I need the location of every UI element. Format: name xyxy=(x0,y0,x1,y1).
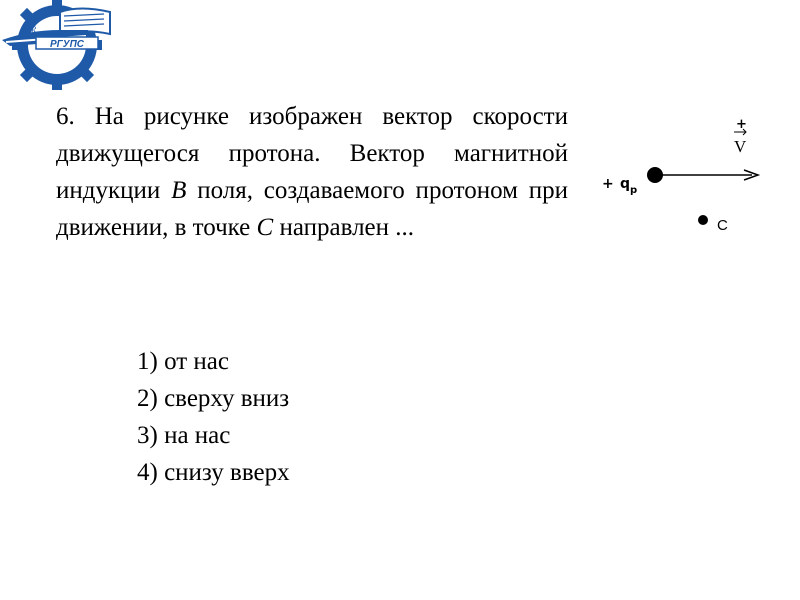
answer-option-4: 4) снизу вверх xyxy=(137,459,290,486)
charge-sign: + xyxy=(602,176,614,192)
proton-dot xyxy=(647,167,663,183)
answer-option-3: 3) на нас xyxy=(137,422,231,449)
answer-option-2: 2) сверху вниз xyxy=(137,385,290,412)
point-c-dot xyxy=(698,215,708,225)
question-text xyxy=(56,98,568,246)
logo-wordmark: РГУПС xyxy=(50,39,84,50)
charge-q: q xyxy=(620,176,631,192)
question-tail: направлен ... xyxy=(273,214,415,241)
proton-figure xyxy=(596,108,776,238)
question-lead: 6. На рисунке изображен вектор скорости движущегося протона. Вектор магнитной индукции xyxy=(56,103,568,204)
answer-option-1: 1) от нас xyxy=(137,348,229,375)
logo-ring-text: РОСТОВ-НА-ДОНУ xyxy=(32,57,77,73)
question-mid: поля, создаваемого протоном при движении, в точке xyxy=(56,177,569,241)
rgups-logo xyxy=(0,0,115,95)
answer-list xyxy=(137,343,290,491)
b-symbol: B xyxy=(171,177,187,204)
vector-sign: + xyxy=(736,117,747,132)
logo-letter: ß xyxy=(31,26,36,37)
c-symbol: C xyxy=(256,214,274,241)
point-c-label: C xyxy=(717,217,728,234)
vector-label: V xyxy=(734,137,747,156)
charge-subscript: p xyxy=(630,185,638,196)
